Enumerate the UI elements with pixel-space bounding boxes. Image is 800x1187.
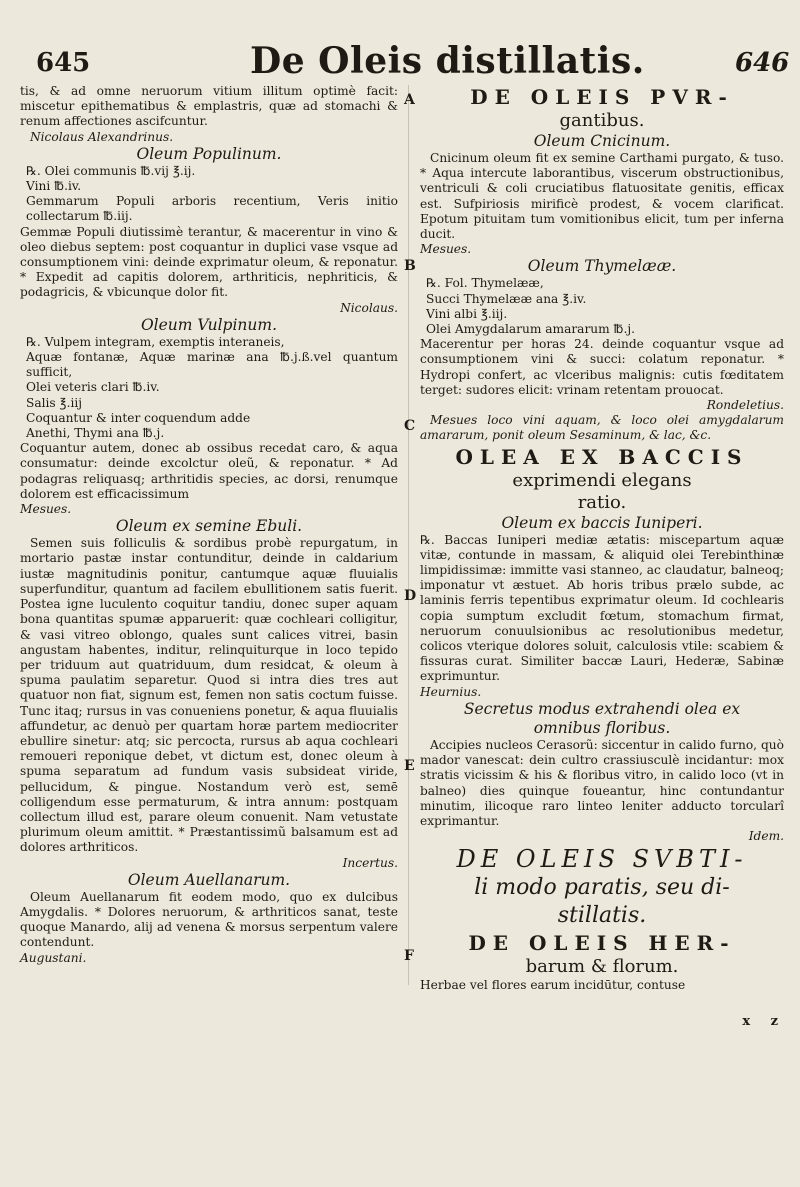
author-citation: Incertus. <box>342 855 398 870</box>
paragraph-iuniperi: ℞. Baccas Iuniperi mediæ ætatis: miscepartum aquæ vitæ, contunde in massam, & aliquid olei Terebinthinæ limpidissimæ: immitte vasi stanneo, ac claudatur, balneoq; imponatur vt æstuet. Ab horis tribus prælo subde, ac laminis ferris tepentibus exprimatur oleum. Id cochlearis copia sumptum excludit fœtum, stomachum firmat, neruorum conuulsionibus ac resolutionibus medetur, colicos vterique dolores soluit, calculosis vtile: scabiem & fissuras curat. Similiter baccæ Lauri, Hederæ, Sabinæ exprimuntur. <box>420 532 784 684</box>
section-heading-baccis: OLEA EX BACCIS <box>455 444 749 469</box>
note-mesues: Mesues loco vini aquam, & loco olei amygdalarum amararum, ponit oleum Sesaminum, & lac, &c. <box>420 413 784 443</box>
paragraph-cnicinum: Cnicinum oleum fit ex semine Carthami purgato, & tuso. * Aqua intercute laborantibus, viscerum obstructionibus, ventriculi & coli cruciatibus flatuositate genitis, efficax est. Sufpiriosis mirificè prodest, & vocem clarificat. Epotum pituitam tum vomitionibus elicit, tum per inferna ducit. <box>420 151 784 242</box>
author-citation: Mesues. <box>20 502 72 517</box>
page-number-right: 646 <box>735 48 790 78</box>
opening-paragraph: tis, & ad omne neruorum vitium illitum optimè facit: miscetur epithematibus & emplastris, quæ ad stomachi & renum affectiones ascifcuntur. <box>20 84 398 129</box>
recipe-line: ℞. Fol. Thymelææ, <box>426 276 544 291</box>
section-heading-subtili-3: stillatis. <box>557 903 647 929</box>
section-heading-sub: exprimendi elegans <box>512 469 692 491</box>
right-column <box>420 84 784 994</box>
column-divider <box>408 85 409 985</box>
recipe-line: Olei Amygdalarum amararum ℔.j. <box>426 322 636 337</box>
section-title-iuniperi: Oleum ex baccis Iuniperi. <box>501 513 703 532</box>
section-heading-sub: ratio. <box>577 491 627 513</box>
section-title-ebuli: Oleum ex semine Ebuli. <box>115 517 303 536</box>
margin-letter-d: D <box>404 588 417 604</box>
recipe-line: Anethi, Thymi ana ℔.j. <box>26 426 165 441</box>
recipe-line: Vini albi ℥.iij. <box>426 306 508 321</box>
recipe-line: ℞. Vulpem integram, exemptis interaneis, <box>26 334 285 349</box>
page-number-left: 645 <box>36 48 91 78</box>
recipe-line: Salis ℥.iij <box>26 395 83 410</box>
recipe-line: Coquantur & inter coquendum adde <box>26 410 251 425</box>
section-heading-subtili: DE OLEIS SVBTI- <box>456 845 748 874</box>
paragraph-populinum: Gemmæ Populi diutissimè terantur, & macerentur in vino & oleo diebus septem: post coquantur in duplici vase vsque ad consumptionem vini: deinde exprimatur oleum, & reponatur. * Expedit ad capitis dolorem, arthriticis, nephriticis, & podagricis, & vbicunque dolor fit. <box>20 224 398 300</box>
recipe-line: Aquæ fontanæ, Aquæ marinæ ana ℔.j.ß.vel quantum sufficit, <box>26 350 398 380</box>
section-heading-sub: barum & florum. <box>525 956 679 978</box>
closing-line: Herbae vel flores earum incidūtur, contuse <box>420 978 686 993</box>
paragraph-auellanarum: Oleum Auellanarum fit eodem modo, quo ex dulcibus Amygdalis. * Dolores neruorum, & arthriticos sanat, teste quoque Manardo, alij ad venena & morsus serpentum valere contendunt. <box>20 889 398 950</box>
section-heading-purgantibus: DE OLEIS PVR- <box>470 85 734 109</box>
author-citation: Idem. <box>748 829 784 844</box>
paragraph-vulpinum: Coquantur autem, donec ab ossibus recedat caro, & aqua consumatur: deinde excolctur oleũ, & reponatur. * Ad podagras reliquasq; arthritidis species, ac dorsi, renumque dolorem est efficacissimum <box>20 441 398 501</box>
paragraph-secretus: Accipies nucleos Cerasorũ: siccentur in calido furno, quò mador vanescat: dein cultro crassiusculè incidantur: mox stratis vicissim & his & floribus vitro, in calido loco (vt in balneo) dies quinque foueantur, hinc contundantur minutim, ilicoque raro linteo leniter adducto torcularî exprimantur. <box>420 737 784 828</box>
paragraph-thymelaea: Macerentur per horas 24. deinde coquantur vsque ad consumptionem vini & succi: colatum reponatur. * Hydropi confert, ac vlceribus malignis: cutis fœditatem terget: sudores elicit: vrinam retentam prouocat. <box>420 337 784 397</box>
signature-mark: x z <box>742 1014 786 1029</box>
section-title-auellanarum: Oleum Auellanarum. <box>127 870 291 889</box>
author-citation: Nicolaus. <box>340 300 398 315</box>
margin-letter-c: C <box>404 418 416 434</box>
author-citation: Nicolaus Alexandrinus. <box>30 129 174 144</box>
recipe-line: Olei veteris clari ℔.iv. <box>26 380 160 395</box>
author-citation: Augustani. <box>20 950 87 965</box>
section-title-secretus-2: omnibus floribus. <box>533 718 671 737</box>
section-heading-subtili-2: li modo paratis, seu di- <box>474 875 730 901</box>
section-heading-sub: gantibus. <box>559 110 645 131</box>
recipe-line: Gemmarum Populi arboris recentium, Veris initio collectarum ℔.iij. <box>26 194 398 224</box>
recipe-line: Vini ℔.iv. <box>26 179 82 194</box>
section-title-populinum: Oleum Populinum. <box>136 144 282 163</box>
page-header <box>0 40 800 84</box>
recipe-line: Succi Thymelææ ana ℥.iv. <box>426 291 587 306</box>
margin-letter-b: B <box>404 258 416 274</box>
margin-letter-e: E <box>404 758 415 774</box>
left-column <box>20 84 398 966</box>
paragraph-ebuli: Semen suis folliculis & sordibus probè repurgatum, in mortario pastæ instar contunditur, deinde in caldarium iustæ magnitudinis ponitur, cantumque aquæ fluuialis superfunditur, quantum ad facilem ebullitionem satis fuerit. Postea igne luculento coquitur tandiu, donec super aquam bona quantitas spumæ apparuerit: quæ cochleari colligitur, & vasi vitreo oblongo, quales sunt calices vitrei, basin angustam habentes, inditur, relinquiturque in loco tepido per triduum aut quatriduum, dum residcat, & oleum à spuma paulatim separetur. Quod si intra dies tres aut quatuor non fiat, signum est, femen non satis coctum fuisse. Tunc itaq; rursus in vas conueniens ponetur, & aqua fluuialis affundetur, ac denuò per quartam horæ partem mediocriter ebullire sinetur: atq; sic percocta, rursus ab aqua cochleari remoueri reponique debet, vt dictum est, donec oleum à spuma separatum ad fundum vasis subsideat viride, pellucidum, & pingue. Nostandum verò est, semē colligendum esse permaturum, & intra annum: postquam collectum illud est, parare oleum conuenit. Nam vetustate plurimum oleum amittit. * Præstantissimũ balsamum est ad dolores arthriticos. <box>20 536 398 855</box>
running-title: De Oleis distillatis. <box>250 40 645 82</box>
recipe-line: ℞. Olei communis ℔.vij ℥.ij. <box>26 163 196 178</box>
section-title-secretus: Secretus modus extrahendi olea ex <box>463 699 741 718</box>
margin-letter-a: A <box>404 92 415 108</box>
section-title-cnicinum: Oleum Cnicinum. <box>533 132 671 150</box>
section-heading-herbarum: DE OLEIS HER- <box>468 931 736 956</box>
author-citation: Mesues. <box>420 242 472 257</box>
author-citation: Heurnius. <box>420 684 482 699</box>
section-title-vulpinum: Oleum Vulpinum. <box>140 315 278 334</box>
margin-letter-f: F <box>404 948 414 964</box>
author-citation: Rondeletius. <box>706 398 784 413</box>
section-title-thymelaea: Oleum Thymelææ. <box>527 257 677 276</box>
